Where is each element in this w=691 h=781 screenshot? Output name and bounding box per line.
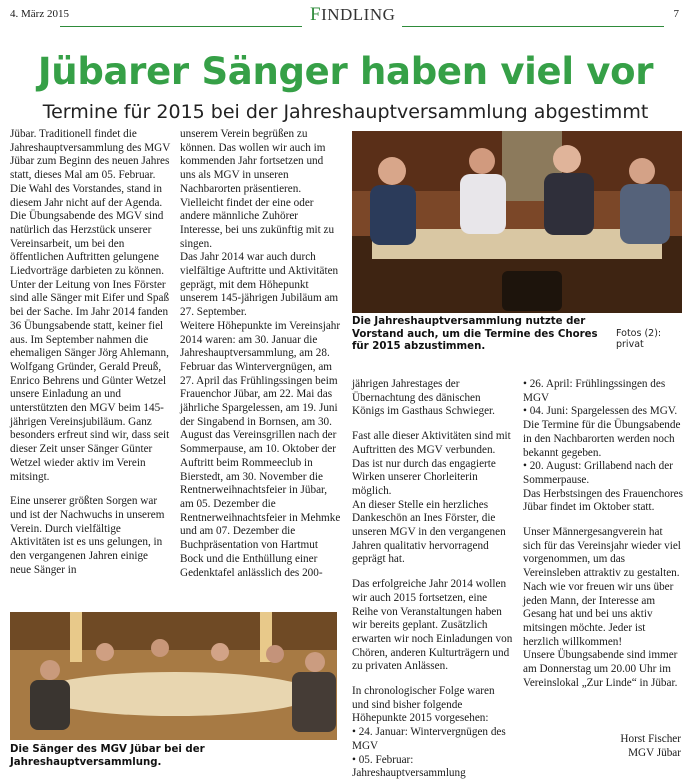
photo-board-meeting <box>352 131 682 313</box>
list-item: • 20. August: Grillabend nach der Sommerpause. <box>523 460 673 486</box>
photo-board-meeting-image <box>352 131 682 313</box>
photo-singers-image <box>10 612 337 740</box>
paragraph: Unser Männergesangverein hat sich für das Vereinsjahr wieder viel vorgenommen, um das Vereinsleben attraktiv zu gestalten. Nach wie vor freuen wir uns über jeden Mann, der Interesse am Gesang hat und bei uns aktiv mitsingen möchte. Jeder ist herzlich willkommen! <box>523 526 681 648</box>
paragraph: Das Herbstsingen des Frauenchores Jübar findet im Oktober statt. <box>523 487 684 514</box>
page-date: 4. März 2015 <box>10 8 69 20</box>
paragraph: unserem Verein begrüßen zu können. Das wollen wir auch im kommenden Jahr fortsetzen und uns als MGV in unseren Nachbarorten präsentieren. Vielleicht findet der eine oder andere männliche Zuhörer Interesse, bei uns zukünftig mit zu singen. <box>180 128 335 250</box>
paragraph: Das erfolgreiche Jahr 2014 wollen wir auch 2015 fortsetzen, eine Reihe von Veranstaltungen haben wir bereits geplant. Zusätzlich erwarten wir noch Einladungen von Chören, anderen Kulturträgern und zu privaten Anlässen. <box>352 578 513 673</box>
paragraph: Die Termine für die Übungsabende in den Nachbarorten werden noch bekannt gegeben. <box>523 419 681 459</box>
paragraph: Jübar. Traditionell findet die Jahreshauptversammlung des MGV Jübar zum Beginn des neuen Jahres statt, dieses Mal am 05. Februar. <box>10 128 171 182</box>
paragraph: Eine unserer größten Sorgen war und ist der Nachwuchs in unserem Verein. Durch vielfältige Aktivitäten ist es uns gelungen, in den vergangenen Jahren einige neue Sänger in <box>10 495 165 576</box>
header-rule-right <box>402 26 664 27</box>
photo-top-caption: Die Jahreshauptversammlung nutzte der Vorstand auch, um die Termine des Chores für 2015 abzustimmen. <box>352 316 598 352</box>
publication-title-rest: INDLING <box>321 5 396 24</box>
list-item: • 24. Januar: Wintervergnügen des MGV <box>352 726 506 752</box>
list-item: • 26. April: Frühlingssingen des MGV <box>523 378 666 404</box>
paragraph: jährigen Jahrestages der Übernachtung des dänischen Königs im Gasthaus Schwieger. <box>352 378 495 418</box>
publication-title <box>310 4 395 26</box>
article-column-2 <box>180 128 341 600</box>
article-headline: Jübarer Sänger haben viel vor <box>37 50 654 93</box>
list-item: • 05. Februar: Jahreshauptversammlung <box>352 753 466 780</box>
list-item: • 04. Juni: Spargelessen des MGV. <box>523 405 678 418</box>
article-column-3 <box>352 378 514 780</box>
events-list-continued <box>523 378 683 419</box>
article-column-4 <box>523 378 683 763</box>
publication-title-initial: F <box>310 4 322 25</box>
events-list <box>352 726 514 781</box>
paragraph: An dieser Stelle ein herzliches Dankeschön an Ines Förster, die unseren MGV in den vergangenen Jahren qualitativ hervorragend geprägt hat. <box>352 498 506 566</box>
article-subheadline: Termine für 2015 bei der Jahreshauptversammlung abgestimmt <box>42 101 649 123</box>
header-rule-left <box>60 26 302 27</box>
page-number: 7 <box>673 8 679 20</box>
author-name: Horst Fischer <box>620 733 681 745</box>
photo-bottom-caption: Die Sänger des MGV Jübar bei der Jahreshauptversammlung. <box>10 744 205 768</box>
photo-singers <box>10 612 337 740</box>
paragraph: Weitere Höhepunkte im Vereinsjahr 2014 waren: am 30. Januar die Jahreshauptversammlung, am 28. Februar das Wintervergnügen, am 27. April das Frühlingssingen beim Frauenchor Jübar, am 22. Mai das jährliche Spargelessen, am 19. Juni der Singabend in Bornsen, am 30. August das Vereinsgrillen nach der Sommerpause, am 10. Oktober der Auftritt beim Rommeeclub in Bierstedt, am 30. November die Rentnerweihnachtsfeier in Jübar, am 05. Dezember die Rentnerweihnachtsfeier in Mehmke und am 07. Dezember die Buchpräsentation von Hartmut Bock und die Enthüllung einer Gedenktafel anlässlich des 200- <box>180 319 341 579</box>
photo-credit: Fotos (2): privat <box>616 328 662 350</box>
author-organization: MGV Jübar <box>628 746 681 759</box>
article-author <box>523 733 681 760</box>
paragraph: Die Wahl des Vorstandes, stand in diesem Jahr nicht auf der Agenda. <box>10 182 163 209</box>
paragraph: Unsere Übungsabende sind immer am Donnerstag um 20.00 Uhr im Vereinslokal „Zur Linde“ in Jübar. <box>523 649 678 689</box>
paragraph: Das Jahr 2014 war auch durch vielfältige Auftritte und Aktivitäten geprägt, mit dem Höhepunkt unserem 145-jährigen Jubiläum am 27. September. <box>180 251 339 319</box>
paragraph: Die Übungsabende des MGV sind natürlich das Herzstück unserer Vereinsarbeit, um bei den öffentlichen Auftritten gelungene Liedvorträge darbieten zu können. Unter der Leitung von Ines Förster sind alle Sänger mit Eifer und Spaß bei der Sache. Im Jahr 2014 fanden 36 Übungsabende statt, keiner fiel aus. Im September nahmen die ehemaligen Sänger Jörg Ahlemann, Wolfgang Gründer, Gerald Preuß, Enrico Behrens und Günter Wetzel unsere Einladung an und unterstützten den MGV beim 145-jährigen Vereinsjubiläum. Ganz besonders erfreut sind wir, dass seit dieser Zeit unser Sänger Günter Wetzel wieder aktiv im Verein mitsingt. <box>10 210 170 483</box>
article-column-1 <box>10 128 171 608</box>
paragraph: Fast alle dieser Aktivitäten sind mit Auftritten des MGV verbunden. Das ist nur durch das engagierte Wirken unserer Chorleiterin möglich. <box>352 430 511 497</box>
paragraph: In chronologischer Folge waren und sind bisher folgende Höhepunkte 2015 vorgesehen: <box>352 685 495 725</box>
